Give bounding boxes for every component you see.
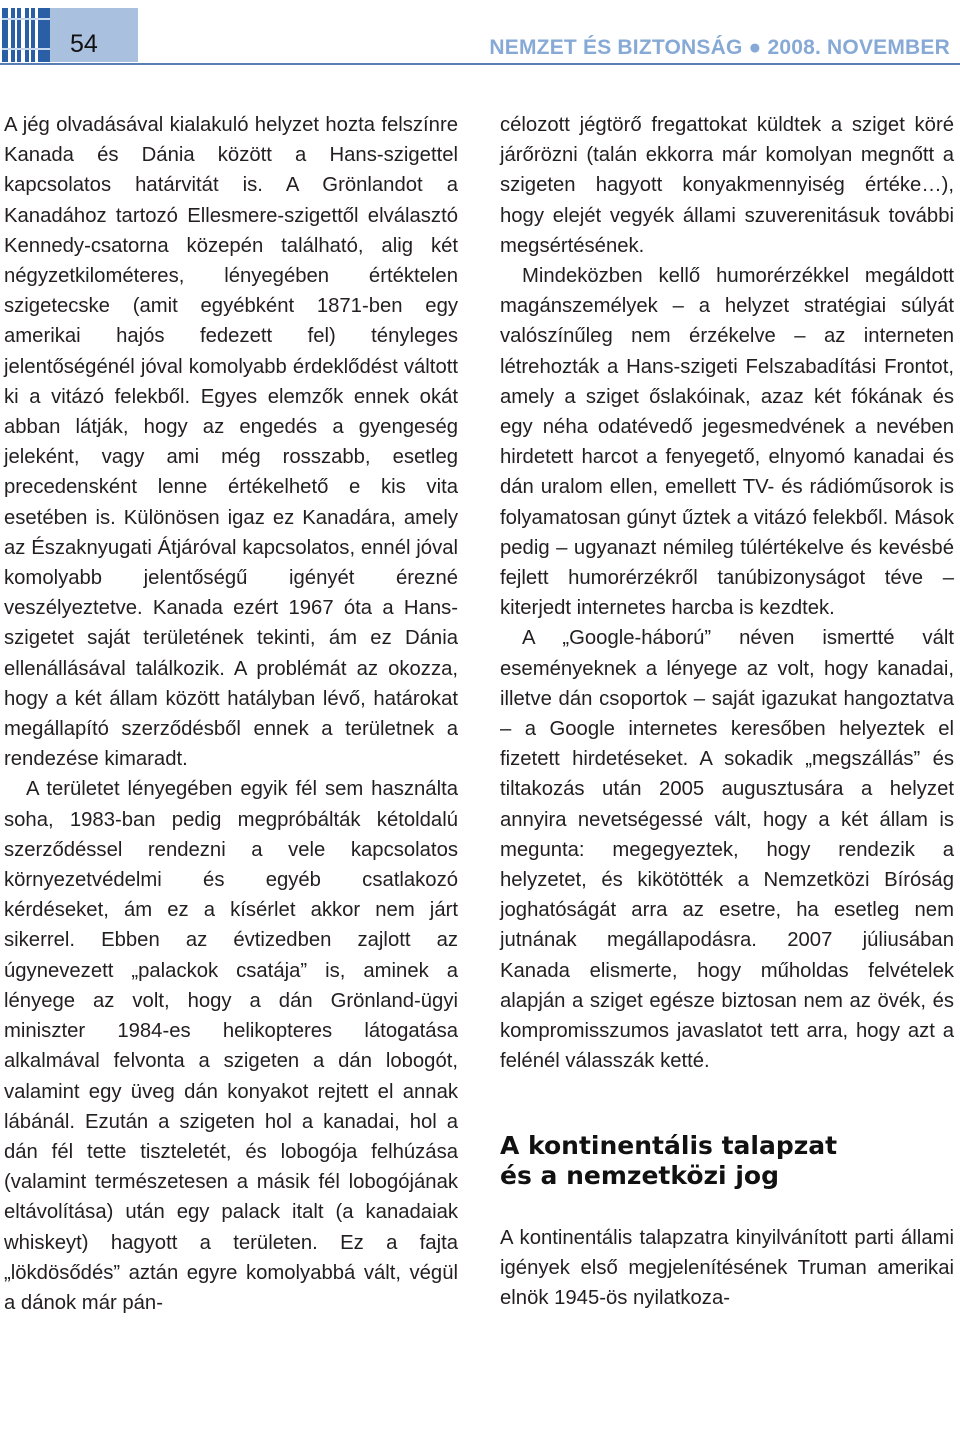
left-column [4,110,458,1318]
paragraph: Mindeközben kellő humorérzékkel megáldott magánszemélyek – a helyzet stratégiai súlyát valószínűleg nem érzékelve – az interneten létrehozták a Hans-szigeti Felszabadítási Frontot, amely a sziget őslakóinak, azaz két fókának és egy néha odatévedő jegesmedvének a nevében hirdetett harcot a fenyegető, elnyomó kanadai és dán uralom ellen, emellett TV- és rádióműsorok is folyamatosan gúnyt űztek a vitázó felekből. Mások pedig – ugyanazt némileg túlértékelve és kevésbé fejlett humorérzékről tanúbizonyságot téve – kiterjedt internetes harcba is kezdtek. [500,265,954,620]
paragraph: A kontinentális talapzatra kinyilvánított parti állami igények első megjelenítésének Truman amerikai elnök 1945-ös nyilatkoza- [500,1226,954,1309]
section-heading-line: A kontinentális talapzat [500,1130,838,1160]
paragraph: A jég olvadásával kialakuló helyzet hozta felszínre Kanada és Dánia között a Hans-szigettel kapcsolatos határvitát is. A Grönlandot a Kanadához tartozó Ellesmere-szigettől elválasztó Kennedy-csatorna közepén található, alig két négyzetkilométeres, lényegében értéktelen szigetecske (amit egyébként 1871-ben egy amerikai hajós fedezett fel) tényleges jelentőségénél jóval komolyabb érdeklődést váltott ki a vitázó felekből. Egyes elemzők ennek okát abban látják, hogy az engedés a gyengeség jeleként, vagy ami még rosszabb, esetleg precedensként lenne értékelhető e kis vita esetében is. Különösen igaz ez Kanadára, amely az Északnyugati Átjáróval kapcsolatos, ennél jóval komolyabb jelentőségű igényét érezné veszélyeztetve. Kanada ezért 1967 óta a Hans-szigetet saját területének tekinti, ám ez Dánia ellenállásával találkozik. A problémát az okozza, hogy a két állam között hatályban lévő, határokat megállapító szerződésből ennek a területnek a rendezése kimaradt. [4,114,458,771]
page-header [0,0,960,66]
page-number: 54 [70,30,98,58]
paragraph: A „Google-háború” néven ismertté vált eseményeknek a lényege az volt, hogy kanadai, illetve dán csoportok – saját igazukat hangoztatva – a Google internetes keresőben helyeztek el fizetett hirdetéseket. A sokadik „megszállás” és tiltakozás után 2005 augusztusára a helyzet annyira nevetségessé vált, hogy a két állam is megunta: megegyeztek, hogy rendezik a helyzetet, és kikötötték a Nemzetközi Bíróság joghatóságát arra az esetre, ha esetleg nem jutnának megállapodásra. 2007 júliusában Kanada elismerte, hogy műholdas felvételek alapján a sziget egésze biztosan nem az övék, és kompromisszumos javaslatot tett arra, hogy azt a felénél válasszák ketté. [500,627,954,1073]
header-rule [0,63,960,65]
journal-logo-icon [2,8,50,62]
right-column [500,110,954,1313]
section-heading-line: és a nemzetközi jog [500,1160,779,1190]
section-heading [500,1131,954,1191]
journal-title: NEMZET ÉS BIZTONSÁG ● 2008. NOVEMBER [489,36,950,59]
paragraph: A területet lényegében egyik fél sem használta soha, 1983-ban pedig megpróbálták kétoldalú szerződéssel rendezni a vele kapcsolatos környezetvédelmi és egyéb csatlakozó kérdéseket, ám ez a kísérlet akkor nem járt sikerrel. Ebben az évtizedben zajlott az úgynevezett „palackok csatája” is, aminek a lényege az volt, hogy a dán Grönland-ügyi miniszter 1984-es helikopteres látogatása alkalmával felvonta a szigeten a dán lobogót, valamint egy üveg dán konyakot rejtett el annak lábánál. Ezután a szigeten hol a kanadai, hol a dán fél tette tiszteletét, és lobogója felhúzása (valamint természetesen a másik fél lobogójának eltávolítása) után egy palack italt (a kanadaiak whiskeyt) hagyott a területen. Ez a fajta „lökdösődés” aztán egyre komolyabbá vált, végül a dánok már pán- [4,778,458,1314]
paragraph: célozott jégtörő fregattokat küldtek a sziget köré járőrözni (talán ekkorra már komolyan megnőtt a szigeten hagyott konyakmennyiség értéke…), hogy elejét vegyék állami szuverenitásuk további megsértésének. [500,114,954,257]
